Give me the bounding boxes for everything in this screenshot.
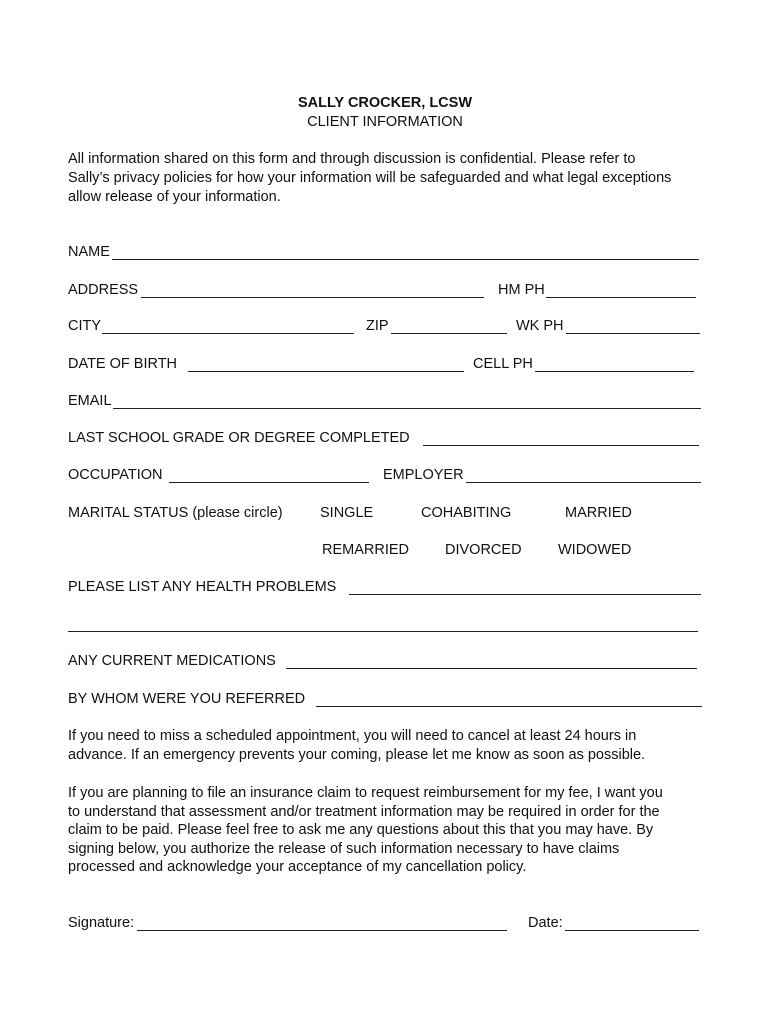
work-phone-label: WK PH [516, 318, 564, 334]
occupation-field[interactable] [169, 482, 369, 483]
email-label: EMAIL [68, 393, 112, 409]
dob-label: DATE OF BIRTH [68, 356, 178, 372]
insurance-line-3: claim to be paid. Please feel free to ask me any questions about this that you may have. By [68, 822, 654, 838]
employer-label: EMPLOYER [383, 467, 464, 483]
insurance-line-2: to understand that assessment and/or treatment information may be required in order for the [68, 804, 660, 820]
insurance-line-4: signing below, you authorize the release of such information necessary to have claims [68, 841, 620, 857]
school-label: LAST SCHOOL GRADE OR DEGREE COMPLETED [68, 430, 410, 446]
cancellation-line-1: If you need to miss a scheduled appointment, you will need to cancel at least 24 hours in [68, 728, 637, 744]
address-field[interactable] [141, 297, 484, 298]
signature-label: Signature: [68, 915, 135, 931]
insurance-line-1: If you are planning to file an insurance claim to request reimbursement for my fee, I want you [68, 785, 663, 801]
employer-field[interactable] [466, 482, 701, 483]
home-phone-field[interactable] [546, 297, 696, 298]
referral-label: BY WHOM WERE YOU REFERRED [68, 691, 306, 707]
name-field[interactable] [112, 259, 699, 260]
marital-option-single[interactable]: SINGLE [320, 505, 374, 521]
dob-field[interactable] [188, 371, 464, 372]
address-label: ADDRESS [68, 282, 139, 298]
referral-field[interactable] [316, 706, 702, 707]
zip-field[interactable] [391, 333, 507, 334]
marital-option-divorced[interactable]: DIVORCED [445, 542, 522, 558]
name-label: NAME [68, 244, 110, 260]
cell-phone-field[interactable] [535, 371, 694, 372]
medications-label: ANY CURRENT MEDICATIONS [68, 653, 276, 669]
marital-option-remarried[interactable]: REMARRIED [322, 542, 410, 558]
marital-option-widowed[interactable]: WIDOWED [558, 542, 632, 558]
marital-status-label: MARITAL STATUS (please circle) [68, 505, 283, 521]
intro-line-1: All information shared on this form and through discussion is confidential. Please refer to [68, 151, 636, 167]
cell-phone-label: CELL PH [473, 356, 533, 372]
marital-option-cohabiting[interactable]: COHABITING [421, 505, 512, 521]
home-phone-label: HM PH [498, 282, 545, 298]
email-field[interactable] [113, 408, 701, 409]
city-label: CITY [68, 318, 102, 334]
zip-label: ZIP [366, 318, 389, 334]
health-problems-label: PLEASE LIST ANY HEALTH PROBLEMS [68, 579, 337, 595]
insurance-line-5: processed and acknowledge your acceptance of my cancellation policy. [68, 859, 527, 875]
signature-field[interactable] [137, 930, 507, 931]
intro-line-2: Sally’s privacy policies for how your information will be safeguarded and what legal exceptions [68, 170, 672, 186]
occupation-label: OCCUPATION [68, 467, 163, 483]
school-field[interactable] [423, 445, 699, 446]
date-label: Date: [528, 915, 563, 931]
practitioner-name: SALLY CROCKER, LCSW [297, 95, 472, 111]
marital-option-married[interactable]: MARRIED [565, 505, 632, 521]
work-phone-field[interactable] [566, 333, 700, 334]
health-problems-field-continued[interactable] [68, 631, 698, 632]
form-title: CLIENT INFORMATION [307, 114, 463, 130]
date-field[interactable] [565, 930, 699, 931]
city-field[interactable] [102, 333, 354, 334]
health-problems-field[interactable] [349, 594, 701, 595]
cancellation-line-2: advance. If an emergency prevents your coming, please let me know as soon as possible. [68, 747, 646, 763]
medications-field[interactable] [286, 668, 697, 669]
intro-line-3: allow release of your information. [68, 189, 281, 205]
